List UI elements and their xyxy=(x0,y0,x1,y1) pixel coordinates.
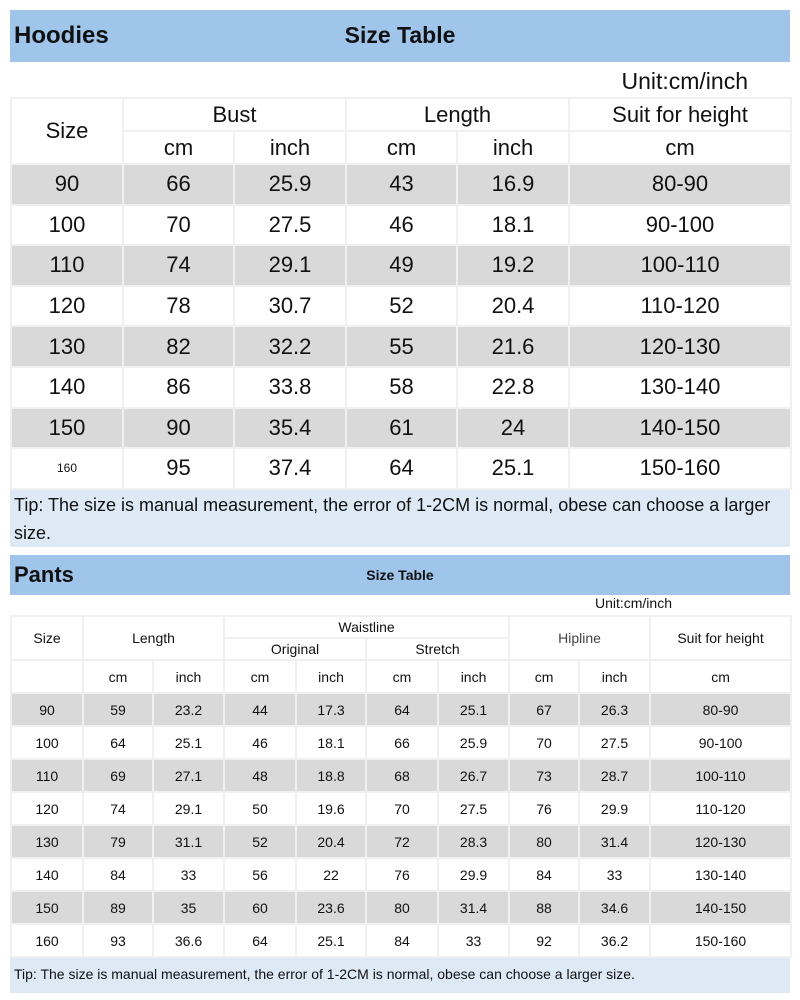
value-cell: 79 xyxy=(83,825,153,858)
value-cell: 35.4 xyxy=(234,408,346,449)
hoodies-table-title: Size Table xyxy=(344,22,456,48)
value-cell: 18.8 xyxy=(296,759,366,792)
value-cell: 70 xyxy=(366,792,438,825)
empty-cell xyxy=(11,660,83,693)
value-cell: 64 xyxy=(366,693,438,726)
unit-cm: cm xyxy=(123,131,234,164)
value-cell: 55 xyxy=(346,326,457,367)
pants-size-table xyxy=(10,555,790,993)
value-cell: 89 xyxy=(83,891,153,924)
value-cell: 33 xyxy=(579,858,650,891)
value-cell: 84 xyxy=(83,858,153,891)
unit-cm: cm xyxy=(224,660,296,693)
size-cell: 120 xyxy=(11,792,83,825)
value-cell: 86 xyxy=(123,367,234,408)
value-cell: 140-150 xyxy=(650,891,791,924)
value-cell: 20.4 xyxy=(296,825,366,858)
col-header-height: Suit for height xyxy=(569,98,791,131)
unit-inch: inch xyxy=(153,660,224,693)
table-row xyxy=(11,825,791,858)
value-cell: 34.6 xyxy=(579,891,650,924)
value-cell: 70 xyxy=(123,205,234,246)
value-cell: 31.4 xyxy=(438,891,509,924)
value-cell: 46 xyxy=(224,726,296,759)
value-cell: 76 xyxy=(509,792,579,825)
value-cell: 88 xyxy=(509,891,579,924)
hoodies-header-band xyxy=(10,10,790,62)
unit-cm: cm xyxy=(569,131,791,164)
value-cell: 37.4 xyxy=(234,448,346,489)
table-row xyxy=(11,858,791,891)
value-cell: 29.9 xyxy=(438,858,509,891)
value-cell: 100-110 xyxy=(650,759,791,792)
value-cell: 46 xyxy=(346,205,457,246)
size-cell: 150 xyxy=(11,891,83,924)
size-cell: 110 xyxy=(11,245,123,286)
value-cell: 70 xyxy=(509,726,579,759)
table-row xyxy=(11,205,791,246)
value-cell: 18.1 xyxy=(296,726,366,759)
table-row xyxy=(11,286,791,327)
value-cell: 25.1 xyxy=(153,726,224,759)
value-cell: 44 xyxy=(224,693,296,726)
unit-inch: inch xyxy=(579,660,650,693)
value-cell: 31.1 xyxy=(153,825,224,858)
table-row xyxy=(11,367,791,408)
value-cell: 66 xyxy=(366,726,438,759)
value-cell: 93 xyxy=(83,924,153,957)
unit-cm: cm xyxy=(366,660,438,693)
value-cell: 120-130 xyxy=(650,825,791,858)
value-cell: 64 xyxy=(224,924,296,957)
value-cell: 22 xyxy=(296,858,366,891)
size-cell: 90 xyxy=(11,693,83,726)
size-cell: 140 xyxy=(11,367,123,408)
value-cell: 52 xyxy=(224,825,296,858)
col-header-length: Length xyxy=(83,616,224,660)
value-cell: 84 xyxy=(366,924,438,957)
value-cell: 74 xyxy=(123,245,234,286)
size-cell: 150 xyxy=(11,408,123,449)
unit-inch: inch xyxy=(234,131,346,164)
value-cell: 64 xyxy=(83,726,153,759)
unit-inch: inch xyxy=(438,660,509,693)
value-cell: 90-100 xyxy=(569,205,791,246)
col-header-length: Length xyxy=(346,98,569,131)
value-cell: 25.9 xyxy=(234,164,346,205)
table-row xyxy=(11,792,791,825)
value-cell: 25.9 xyxy=(438,726,509,759)
value-cell: 69 xyxy=(83,759,153,792)
table-row xyxy=(11,326,791,367)
value-cell: 43 xyxy=(346,164,457,205)
pants-tip: Tip: The size is manual measurement, the error of 1-2CM is normal, obese can choose a larger size. xyxy=(10,958,790,993)
value-cell: 27.5 xyxy=(579,726,650,759)
value-cell: 32.2 xyxy=(234,326,346,367)
table-row xyxy=(11,726,791,759)
value-cell: 58 xyxy=(346,367,457,408)
size-cell: 130 xyxy=(11,326,123,367)
pants-label: Pants xyxy=(14,562,74,587)
value-cell: 23.2 xyxy=(153,693,224,726)
unit-cm: cm xyxy=(650,660,791,693)
size-cell: 160 xyxy=(11,448,123,489)
table-row xyxy=(11,164,791,205)
size-cell: 140 xyxy=(11,858,83,891)
value-cell: 17.3 xyxy=(296,693,366,726)
value-cell: 50 xyxy=(224,792,296,825)
value-cell: 74 xyxy=(83,792,153,825)
col-header-waistline: Waistline xyxy=(224,616,509,638)
col-header-hipline: Hipline xyxy=(509,616,650,660)
value-cell: 52 xyxy=(346,286,457,327)
value-cell: 27.5 xyxy=(438,792,509,825)
value-cell: 31.4 xyxy=(579,825,650,858)
value-cell: 84 xyxy=(509,858,579,891)
value-cell: 36.2 xyxy=(579,924,650,957)
value-cell: 64 xyxy=(346,448,457,489)
value-cell: 59 xyxy=(83,693,153,726)
value-cell: 95 xyxy=(123,448,234,489)
value-cell: 26.7 xyxy=(438,759,509,792)
size-cell: 90 xyxy=(11,164,123,205)
col-header-height: Suit for height xyxy=(650,616,791,660)
hoodies-size-table xyxy=(10,10,790,547)
value-cell: 20.4 xyxy=(457,286,569,327)
value-cell: 30.7 xyxy=(234,286,346,327)
value-cell: 67 xyxy=(509,693,579,726)
value-cell: 90 xyxy=(123,408,234,449)
value-cell: 78 xyxy=(123,286,234,327)
value-cell: 26.3 xyxy=(579,693,650,726)
value-cell: 110-120 xyxy=(650,792,791,825)
unit-cm: cm xyxy=(509,660,579,693)
value-cell: 100-110 xyxy=(569,245,791,286)
size-cell: 130 xyxy=(11,825,83,858)
value-cell: 25.1 xyxy=(438,693,509,726)
value-cell: 73 xyxy=(509,759,579,792)
hoodies-table xyxy=(10,97,792,490)
col-header-size: Size xyxy=(11,616,83,660)
value-cell: 19.2 xyxy=(457,245,569,286)
pants-header-band xyxy=(10,555,790,595)
col-header-stretch: Stretch xyxy=(366,638,509,660)
unit-inch: inch xyxy=(457,131,569,164)
unit-inch: inch xyxy=(296,660,366,693)
hoodies-unit: Unit:cm/inch xyxy=(621,68,748,94)
table-row xyxy=(11,759,791,792)
value-cell: 120-130 xyxy=(569,326,791,367)
value-cell: 130-140 xyxy=(650,858,791,891)
value-cell: 36.6 xyxy=(153,924,224,957)
value-cell: 150-160 xyxy=(569,448,791,489)
value-cell: 60 xyxy=(224,891,296,924)
col-header-original: Original xyxy=(224,638,366,660)
table-row xyxy=(11,924,791,957)
value-cell: 72 xyxy=(366,825,438,858)
table-row xyxy=(11,693,791,726)
value-cell: 16.9 xyxy=(457,164,569,205)
value-cell: 56 xyxy=(224,858,296,891)
size-cell: 110 xyxy=(11,759,83,792)
table-row xyxy=(11,891,791,924)
col-header-bust: Bust xyxy=(123,98,346,131)
value-cell: 33 xyxy=(153,858,224,891)
value-cell: 29.1 xyxy=(234,245,346,286)
unit-cm: cm xyxy=(346,131,457,164)
value-cell: 33.8 xyxy=(234,367,346,408)
value-cell: 28.3 xyxy=(438,825,509,858)
value-cell: 19.6 xyxy=(296,792,366,825)
hoodies-label: Hoodies xyxy=(14,22,109,49)
value-cell: 27.1 xyxy=(153,759,224,792)
value-cell: 35 xyxy=(153,891,224,924)
value-cell: 29.9 xyxy=(579,792,650,825)
value-cell: 33 xyxy=(438,924,509,957)
pants-unit: Unit:cm/inch xyxy=(594,595,672,611)
value-cell: 130-140 xyxy=(569,367,791,408)
pants-table xyxy=(10,615,792,958)
value-cell: 140-150 xyxy=(569,408,791,449)
value-cell: 29.1 xyxy=(153,792,224,825)
pants-table-title: Size Table xyxy=(366,567,434,583)
value-cell: 49 xyxy=(346,245,457,286)
value-cell: 82 xyxy=(123,326,234,367)
col-header-size: Size xyxy=(11,98,123,164)
value-cell: 80 xyxy=(366,891,438,924)
value-cell: 68 xyxy=(366,759,438,792)
size-cell: 160 xyxy=(11,924,83,957)
value-cell: 23.6 xyxy=(296,891,366,924)
value-cell: 27.5 xyxy=(234,205,346,246)
size-cell: 100 xyxy=(11,726,83,759)
value-cell: 24 xyxy=(457,408,569,449)
value-cell: 21.6 xyxy=(457,326,569,367)
value-cell: 92 xyxy=(509,924,579,957)
value-cell: 66 xyxy=(123,164,234,205)
value-cell: 80 xyxy=(509,825,579,858)
value-cell: 150-160 xyxy=(650,924,791,957)
unit-cm: cm xyxy=(83,660,153,693)
value-cell: 18.1 xyxy=(457,205,569,246)
value-cell: 90-100 xyxy=(650,726,791,759)
value-cell: 25.1 xyxy=(457,448,569,489)
size-cell: 100 xyxy=(11,205,123,246)
table-row xyxy=(11,245,791,286)
size-cell: 120 xyxy=(11,286,123,327)
hoodies-tip: Tip: The size is manual measurement, the error of 1-2CM is normal, obese can choose a larger size. xyxy=(10,490,790,547)
table-row xyxy=(11,408,791,449)
value-cell: 61 xyxy=(346,408,457,449)
table-row xyxy=(11,448,791,489)
value-cell: 76 xyxy=(366,858,438,891)
value-cell: 80-90 xyxy=(569,164,791,205)
value-cell: 110-120 xyxy=(569,286,791,327)
value-cell: 48 xyxy=(224,759,296,792)
value-cell: 28.7 xyxy=(579,759,650,792)
value-cell: 22.8 xyxy=(457,367,569,408)
value-cell: 25.1 xyxy=(296,924,366,957)
value-cell: 80-90 xyxy=(650,693,791,726)
